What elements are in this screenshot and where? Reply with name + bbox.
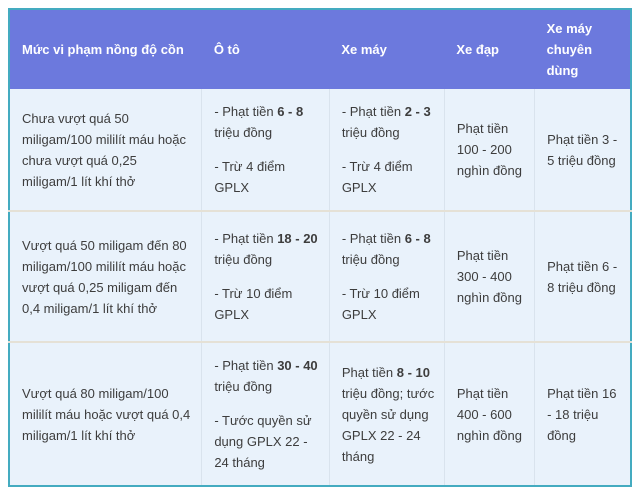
- cell-paragraph: Phạt tiền 8 - 10 triệu đồng; tước quyền sử dụng GPLX 22 - 24 tháng: [341, 364, 435, 464]
- cell-paragraph: Phạt tiền 16 - 18 triệu đồng: [547, 385, 617, 443]
- cell-paragraph: Phạt tiền 3 - 5 triệu đồng: [547, 131, 618, 168]
- column-header-2: Ô tô: [202, 9, 330, 89]
- cell-paragraph: Vượt quá 80 miligam/100 mililít máu hoặc vượt quá 0,4 miligam/1 lít khí thở: [22, 385, 191, 443]
- cell-r3-c4: [444, 342, 534, 486]
- column-header-1: Mức vi phạm nồng độ cồn: [9, 9, 202, 89]
- cell-paragraph: - Trừ 10 điểm GPLX: [214, 286, 293, 322]
- cell-r2-c4: [444, 211, 534, 342]
- cell-paragraph: - Trừ 10 điểm GPLX: [341, 286, 420, 322]
- cell-paragraph: - Trừ 4 điểm GPLX: [341, 159, 413, 195]
- cell-r1-c2: [202, 89, 330, 211]
- cell-paragraph: Vượt quá 50 miligam đến 80 miligam/100 mililít máu hoặc vượt quá 0,25 miligam đến 0,4 miligam/1 lít khí thở: [22, 237, 187, 316]
- cell-r1-c1: [9, 89, 202, 211]
- cell-paragraph: - Phạt tiền 30 - 40 triệu đồng: [214, 358, 318, 394]
- cell-r3-c2: [202, 342, 330, 486]
- cell-paragraph: - Tước quyền sử dụng GPLX 22 - 24 tháng: [214, 413, 312, 470]
- cell-paragraph: - Phạt tiền 6 - 8 triệu đồng: [341, 231, 431, 267]
- fines-table: [8, 8, 632, 487]
- header-row: [9, 9, 631, 89]
- cell-paragraph: - Phạt tiền 18 - 20 triệu đồng: [214, 231, 318, 267]
- cell-r3-c5: [535, 342, 631, 486]
- cell-paragraph: Phạt tiền 6 - 8 triệu đồng: [547, 258, 618, 295]
- cell-r3-c3: [329, 342, 444, 486]
- cell-r2-c3: [329, 211, 444, 342]
- table-row: [9, 211, 631, 342]
- table-row: [9, 89, 631, 211]
- cell-paragraph: Chưa vượt quá 50 miligam/100 mililít máu hoặc chưa vượt quá 0,25 miligam/1 lít khí thở: [22, 110, 187, 189]
- table-row: [9, 342, 631, 486]
- cell-r1-c5: [535, 89, 631, 211]
- cell-paragraph: Phạt tiền 400 - 600 nghìn đồng: [456, 385, 522, 443]
- cell-r2-c2: [202, 211, 330, 342]
- cell-paragraph: - Phạt tiền 6 - 8 triệu đồng: [214, 104, 304, 140]
- cell-paragraph: Phạt tiền 100 - 200 nghìn đồng: [456, 121, 522, 178]
- cell-r3-c1: [9, 342, 202, 486]
- cell-r2-c1: [9, 211, 202, 342]
- cell-r1-c3: [329, 89, 444, 211]
- column-header-3: Xe máy: [329, 9, 444, 89]
- table-header: [9, 9, 631, 89]
- cell-paragraph: - Trừ 4 điểm GPLX: [214, 159, 286, 195]
- cell-paragraph: Phạt tiền 300 - 400 nghìn đồng: [456, 248, 522, 305]
- cell-r2-c5: [535, 211, 631, 342]
- cell-r1-c4: [444, 89, 534, 211]
- column-header-4: Xe đạp: [444, 9, 534, 89]
- column-header-5: Xe máy chuyên dùng: [535, 9, 631, 89]
- table-body: [9, 89, 631, 486]
- cell-paragraph: - Phạt tiền 2 - 3 triệu đồng: [341, 104, 431, 140]
